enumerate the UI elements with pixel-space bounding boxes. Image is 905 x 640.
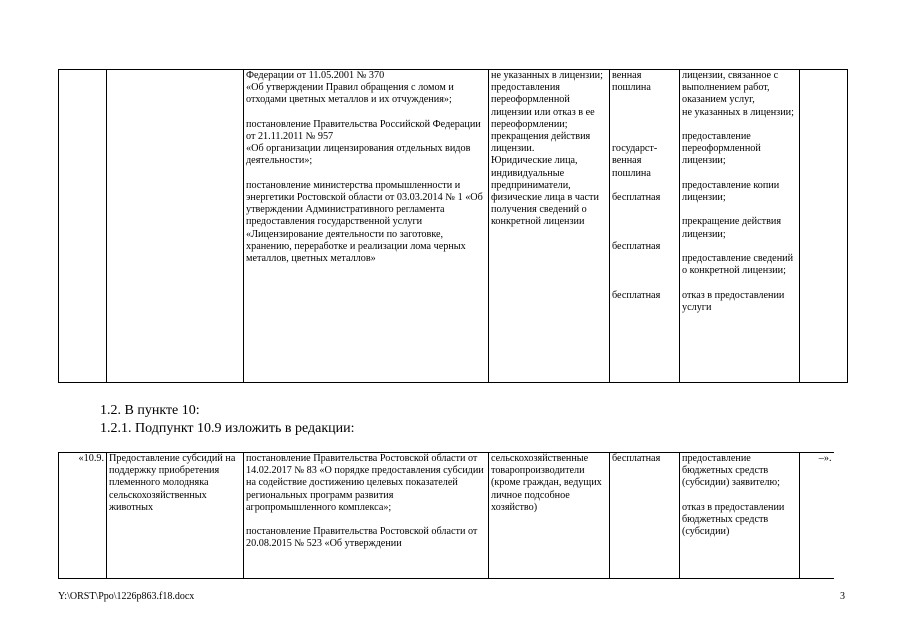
table-cell-number: «10.9. xyxy=(59,453,107,579)
section-heading-1-2: 1.2. В пункте 10: xyxy=(100,403,200,418)
table-cell-outside xyxy=(834,453,848,579)
page-number: 3 xyxy=(840,591,845,602)
table-cell-service xyxy=(107,70,244,383)
table-cell-fee: венная пошлина государст- венная пошлина бесплатная бесплатная бесплатная xyxy=(610,70,680,383)
table-row xyxy=(59,70,848,383)
table-row xyxy=(59,453,848,579)
table-cell-number xyxy=(59,70,107,383)
table-cell-recipients: не указанных в лицензии; предоставления переоформленной лицензии или отказ в ее переоформлении; прекращения действия лицензии. Юридические лица, индивидуальные предприниматели, физические лица в части получения сведений о конкретной лицензии xyxy=(489,70,610,383)
section-heading-1-2-1: 1.2.1. Подпункт 10.9 изложить в редакции: xyxy=(100,421,355,436)
table-cell-result: лицензии, связанное с выполнением работ, оказанием услуг, не указанных в лицензии; предоставление переоформленной лицензии; предоставление копии лицензии; прекращение действия лицензии; предоставление сведений о конкретной лицензии; отказ в предоставлении услуги xyxy=(680,70,800,383)
table-continuation xyxy=(58,69,848,383)
table-cell-fee: бесплатная xyxy=(610,453,680,579)
table-cell-result: предоставление бюджетных средств (субсидии) заявителю; отказ в предоставлении бюджетных средств (субсидии) xyxy=(680,453,800,579)
table-cell-end-quote: –». xyxy=(800,453,834,579)
footer-file-path: Y:\ORST\Ppo\1226p863.f18.docx xyxy=(58,591,195,602)
table-cell-legal-basis: постановление Правительства Ростовской области от 14.02.2017 № 83 «О порядке предоставления субсидии на содействие достижению целевых показателей региональных программ развития агропромышленного комплекса»; постановление Правительства Ростовской области от 20.08.2015 № 523 «Об утверждении xyxy=(244,453,489,579)
table-cell-legal-basis: Федерации от 11.05.2001 № 370 «Об утверждении Правил обращения с ломом и отходами цветных металлов и их отчуждения»; постановление Правительства Российской Федерации от 21.11.2011 № 957 «Об организации лицензирования отдельных видов деятельности»; постановление министерства промышленности и энергетики Ростовской области от 03.03.2014 № 1 «Об утверждении Административного регламента предоставления государственной услуги «Лицензирование деятельности по заготовке, хранению, переработке и реализации лома черных металлов, цветных металлов» xyxy=(244,70,489,383)
table-cell-recipients: сельскохозяйственные товаропроизводители (кроме граждан, ведущих личное подсобное хозяйство) xyxy=(489,453,610,579)
table-cell-extra xyxy=(800,70,848,383)
table-cell-service: Предоставление субсидий на поддержку приобретения племенного молодняка сельскохозяйственных животных xyxy=(107,453,244,579)
table-new-subparagraph xyxy=(58,452,848,579)
